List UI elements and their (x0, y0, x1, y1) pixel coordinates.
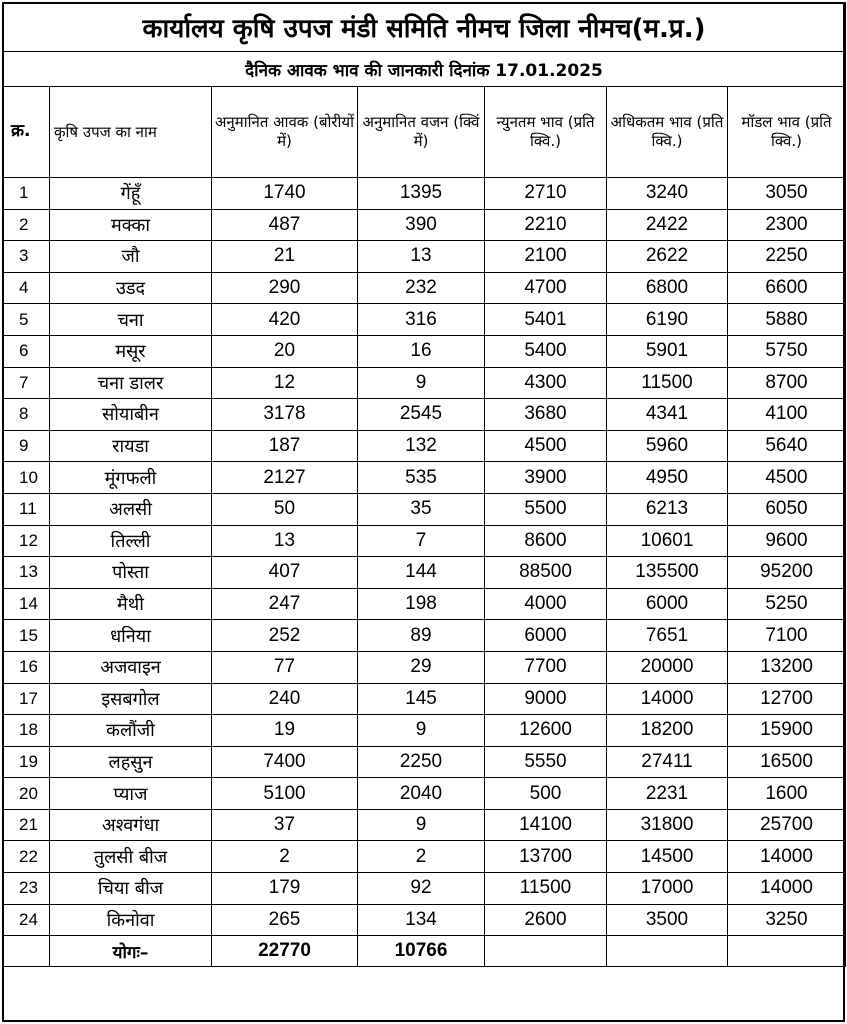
table-row (3, 715, 846, 747)
modal-price-cell: 9600 (728, 525, 846, 557)
arrival-weight-cell: 1395 (358, 178, 485, 210)
crop-name-cell: मैथी (50, 588, 212, 620)
table-row (3, 873, 846, 905)
arrival-bags-cell: 247 (212, 588, 358, 620)
max-price-cell: 18200 (607, 715, 728, 747)
table-row (3, 683, 846, 715)
crop-name-cell: गेंहूँ (50, 178, 212, 210)
crop-name-cell: तुलसी बीज (50, 841, 212, 873)
table-row (3, 525, 846, 557)
max-price-cell: 5960 (607, 430, 728, 462)
total-empty-cell (728, 936, 846, 967)
table-row (3, 367, 846, 399)
mandi-arrival-price-table (2, 2, 846, 967)
table-row (3, 841, 846, 873)
serial-cell: 18 (3, 715, 50, 747)
serial-cell: 16 (3, 651, 50, 683)
header-arrival-bags: अनुमानित आवक (बोरीयों में) (212, 87, 358, 178)
modal-price-cell: 2250 (728, 241, 846, 273)
serial-cell: 24 (3, 904, 50, 936)
table-row (3, 178, 846, 210)
crop-name-cell: मसूर (50, 335, 212, 367)
arrival-bags-cell: 37 (212, 809, 358, 841)
max-price-cell: 6213 (607, 493, 728, 525)
modal-price-cell: 15900 (728, 715, 846, 747)
table-row (3, 335, 846, 367)
table-row (3, 809, 846, 841)
crop-name-cell: मूंगफली (50, 462, 212, 494)
max-price-cell: 6190 (607, 304, 728, 336)
min-price-cell: 11500 (485, 873, 607, 905)
modal-price-cell: 4100 (728, 399, 846, 431)
max-price-cell: 20000 (607, 651, 728, 683)
min-price-cell: 4000 (485, 588, 607, 620)
modal-price-cell: 25700 (728, 809, 846, 841)
modal-price-cell: 6050 (728, 493, 846, 525)
arrival-weight-cell: 132 (358, 430, 485, 462)
arrival-weight-cell: 2 (358, 841, 485, 873)
table-row (3, 620, 846, 652)
min-price-cell: 2100 (485, 241, 607, 273)
min-price-cell: 500 (485, 778, 607, 810)
table-row (3, 557, 846, 589)
modal-price-cell: 14000 (728, 841, 846, 873)
serial-cell: 3 (3, 241, 50, 273)
table-row (3, 651, 846, 683)
arrival-bags-cell: 7400 (212, 746, 358, 778)
serial-cell: 20 (3, 778, 50, 810)
modal-price-cell: 3250 (728, 904, 846, 936)
total-empty-cell (485, 936, 607, 967)
crop-name-cell: चिया बीज (50, 873, 212, 905)
modal-price-cell: 5880 (728, 304, 846, 336)
header-crop-name: कृषि उपज का नाम (50, 87, 212, 178)
arrival-weight-cell: 89 (358, 620, 485, 652)
serial-cell: 21 (3, 809, 50, 841)
min-price-cell: 4500 (485, 430, 607, 462)
arrival-weight-cell: 232 (358, 272, 485, 304)
modal-price-cell: 13200 (728, 651, 846, 683)
modal-price-cell: 95200 (728, 557, 846, 589)
max-price-cell: 2622 (607, 241, 728, 273)
modal-price-cell: 1600 (728, 778, 846, 810)
min-price-cell: 88500 (485, 557, 607, 589)
arrival-weight-cell: 9 (358, 809, 485, 841)
serial-cell: 22 (3, 841, 50, 873)
crop-name-cell: चना (50, 304, 212, 336)
crop-name-cell: मक्का (50, 209, 212, 241)
modal-price-cell: 3050 (728, 178, 846, 210)
serial-cell: 23 (3, 873, 50, 905)
table-row (3, 304, 846, 336)
table-body (3, 178, 846, 936)
serial-cell: 10 (3, 462, 50, 494)
max-price-cell: 6000 (607, 588, 728, 620)
modal-price-cell: 14000 (728, 873, 846, 905)
serial-cell: 2 (3, 209, 50, 241)
crop-name-cell: जौ (50, 241, 212, 273)
min-price-cell: 2600 (485, 904, 607, 936)
arrival-weight-cell: 92 (358, 873, 485, 905)
arrival-bags-cell: 3178 (212, 399, 358, 431)
arrival-weight-cell: 9 (358, 715, 485, 747)
modal-price-cell: 5750 (728, 335, 846, 367)
min-price-cell: 2710 (485, 178, 607, 210)
total-empty-cell (3, 936, 50, 967)
serial-cell: 15 (3, 620, 50, 652)
total-label: योगः– (50, 936, 212, 967)
table-row (3, 462, 846, 494)
crop-name-cell: प्याज (50, 778, 212, 810)
arrival-bags-cell: 50 (212, 493, 358, 525)
crop-name-cell: धनिया (50, 620, 212, 652)
min-price-cell: 6000 (485, 620, 607, 652)
serial-cell: 17 (3, 683, 50, 715)
max-price-cell: 4341 (607, 399, 728, 431)
arrival-bags-cell: 5100 (212, 778, 358, 810)
table-row (3, 778, 846, 810)
crop-name-cell: कलौंजी (50, 715, 212, 747)
max-price-cell: 10601 (607, 525, 728, 557)
min-price-cell: 3900 (485, 462, 607, 494)
crop-name-cell: चना डालर (50, 367, 212, 399)
table-row (3, 746, 846, 778)
arrival-bags-cell: 187 (212, 430, 358, 462)
header-min-price: न्युनतम भाव (प्रति क्वि.) (485, 87, 607, 178)
min-price-cell: 12600 (485, 715, 607, 747)
arrival-weight-cell: 7 (358, 525, 485, 557)
min-price-cell: 5401 (485, 304, 607, 336)
header-max-price: अधिकतम भाव (प्रति क्वि.) (607, 87, 728, 178)
crop-name-cell: रायडा (50, 430, 212, 462)
table-row (3, 493, 846, 525)
max-price-cell: 14500 (607, 841, 728, 873)
arrival-weight-cell: 13 (358, 241, 485, 273)
arrival-weight-cell: 145 (358, 683, 485, 715)
modal-price-cell: 7100 (728, 620, 846, 652)
arrival-bags-cell: 487 (212, 209, 358, 241)
arrival-weight-cell: 134 (358, 904, 485, 936)
report-subtitle: दैनिक आवक भाव की जानकारी दिनांक 17.01.2025 (3, 52, 846, 87)
table-row (3, 272, 846, 304)
crop-name-cell: अजवाइन (50, 651, 212, 683)
arrival-bags-cell: 290 (212, 272, 358, 304)
serial-cell: 6 (3, 335, 50, 367)
modal-price-cell: 5250 (728, 588, 846, 620)
arrival-bags-cell: 179 (212, 873, 358, 905)
min-price-cell: 8600 (485, 525, 607, 557)
arrival-weight-cell: 535 (358, 462, 485, 494)
arrival-bags-cell: 19 (212, 715, 358, 747)
modal-price-cell: 8700 (728, 367, 846, 399)
arrival-bags-cell: 265 (212, 904, 358, 936)
modal-price-cell: 4500 (728, 462, 846, 494)
min-price-cell: 13700 (485, 841, 607, 873)
serial-cell: 13 (3, 557, 50, 589)
serial-cell: 4 (3, 272, 50, 304)
serial-cell: 5 (3, 304, 50, 336)
arrival-weight-cell: 198 (358, 588, 485, 620)
serial-cell: 9 (3, 430, 50, 462)
max-price-cell: 7651 (607, 620, 728, 652)
modal-price-cell: 2300 (728, 209, 846, 241)
arrival-bags-cell: 420 (212, 304, 358, 336)
min-price-cell: 5400 (485, 335, 607, 367)
max-price-cell: 27411 (607, 746, 728, 778)
arrival-weight-cell: 2545 (358, 399, 485, 431)
arrival-weight-cell: 16 (358, 335, 485, 367)
arrival-weight-cell: 2040 (358, 778, 485, 810)
header-modal-price: मॉडल भाव (प्रति क्वि.) (728, 87, 846, 178)
table-row (3, 241, 846, 273)
modal-price-cell: 12700 (728, 683, 846, 715)
table-row (3, 904, 846, 936)
crop-name-cell: अश्वगंधा (50, 809, 212, 841)
arrival-bags-cell: 20 (212, 335, 358, 367)
min-price-cell: 4300 (485, 367, 607, 399)
serial-cell: 8 (3, 399, 50, 431)
modal-price-cell: 5640 (728, 430, 846, 462)
min-price-cell: 3680 (485, 399, 607, 431)
max-price-cell: 14000 (607, 683, 728, 715)
crop-name-cell: पोस्ता (50, 557, 212, 589)
arrival-bags-cell: 77 (212, 651, 358, 683)
serial-cell: 7 (3, 367, 50, 399)
max-price-cell: 135500 (607, 557, 728, 589)
arrival-bags-cell: 407 (212, 557, 358, 589)
arrival-weight-cell: 29 (358, 651, 485, 683)
arrival-weight-cell: 35 (358, 493, 485, 525)
arrival-bags-cell: 2127 (212, 462, 358, 494)
max-price-cell: 3500 (607, 904, 728, 936)
max-price-cell: 31800 (607, 809, 728, 841)
crop-name-cell: किनोवा (50, 904, 212, 936)
arrival-weight-cell: 144 (358, 557, 485, 589)
max-price-cell: 6800 (607, 272, 728, 304)
header-arrival-weight: अनुमानित वजन (क्विं में) (358, 87, 485, 178)
min-price-cell: 5550 (485, 746, 607, 778)
modal-price-cell: 16500 (728, 746, 846, 778)
arrival-weight-cell: 9 (358, 367, 485, 399)
crop-name-cell: अलसी (50, 493, 212, 525)
column-header-row (3, 87, 846, 178)
max-price-cell: 2422 (607, 209, 728, 241)
arrival-bags-cell: 12 (212, 367, 358, 399)
min-price-cell: 2210 (485, 209, 607, 241)
total-empty-cell (607, 936, 728, 967)
crop-name-cell: तिल्ली (50, 525, 212, 557)
modal-price-cell: 6600 (728, 272, 846, 304)
serial-cell: 12 (3, 525, 50, 557)
arrival-weight-cell: 2250 (358, 746, 485, 778)
crop-name-cell: सोयाबीन (50, 399, 212, 431)
crop-name-cell: लहसुन (50, 746, 212, 778)
serial-cell: 19 (3, 746, 50, 778)
arrival-bags-cell: 1740 (212, 178, 358, 210)
min-price-cell: 14100 (485, 809, 607, 841)
total-row (3, 936, 846, 967)
arrival-bags-cell: 21 (212, 241, 358, 273)
serial-cell: 1 (3, 178, 50, 210)
min-price-cell: 9000 (485, 683, 607, 715)
arrival-bags-cell: 252 (212, 620, 358, 652)
table-row (3, 209, 846, 241)
min-price-cell: 4700 (485, 272, 607, 304)
max-price-cell: 11500 (607, 367, 728, 399)
arrival-bags-cell: 240 (212, 683, 358, 715)
table-row (3, 430, 846, 462)
min-price-cell: 5500 (485, 493, 607, 525)
max-price-cell: 5901 (607, 335, 728, 367)
total-weight: 10766 (358, 936, 485, 967)
serial-cell: 11 (3, 493, 50, 525)
crop-name-cell: इसबगोल (50, 683, 212, 715)
arrival-bags-cell: 13 (212, 525, 358, 557)
min-price-cell: 7700 (485, 651, 607, 683)
serial-cell: 14 (3, 588, 50, 620)
total-bags: 22770 (212, 936, 358, 967)
crop-name-cell: उडद (50, 272, 212, 304)
arrival-weight-cell: 390 (358, 209, 485, 241)
arrival-bags-cell: 2 (212, 841, 358, 873)
max-price-cell: 3240 (607, 178, 728, 210)
header-serial: क्र. (3, 87, 50, 178)
max-price-cell: 4950 (607, 462, 728, 494)
office-title: कार्यालय कृषि उपज मंडी समिति नीमच जिला नीमच(म.प्र.) (3, 3, 846, 52)
arrival-weight-cell: 316 (358, 304, 485, 336)
max-price-cell: 17000 (607, 873, 728, 905)
table-row (3, 399, 846, 431)
table-row (3, 588, 846, 620)
max-price-cell: 2231 (607, 778, 728, 810)
